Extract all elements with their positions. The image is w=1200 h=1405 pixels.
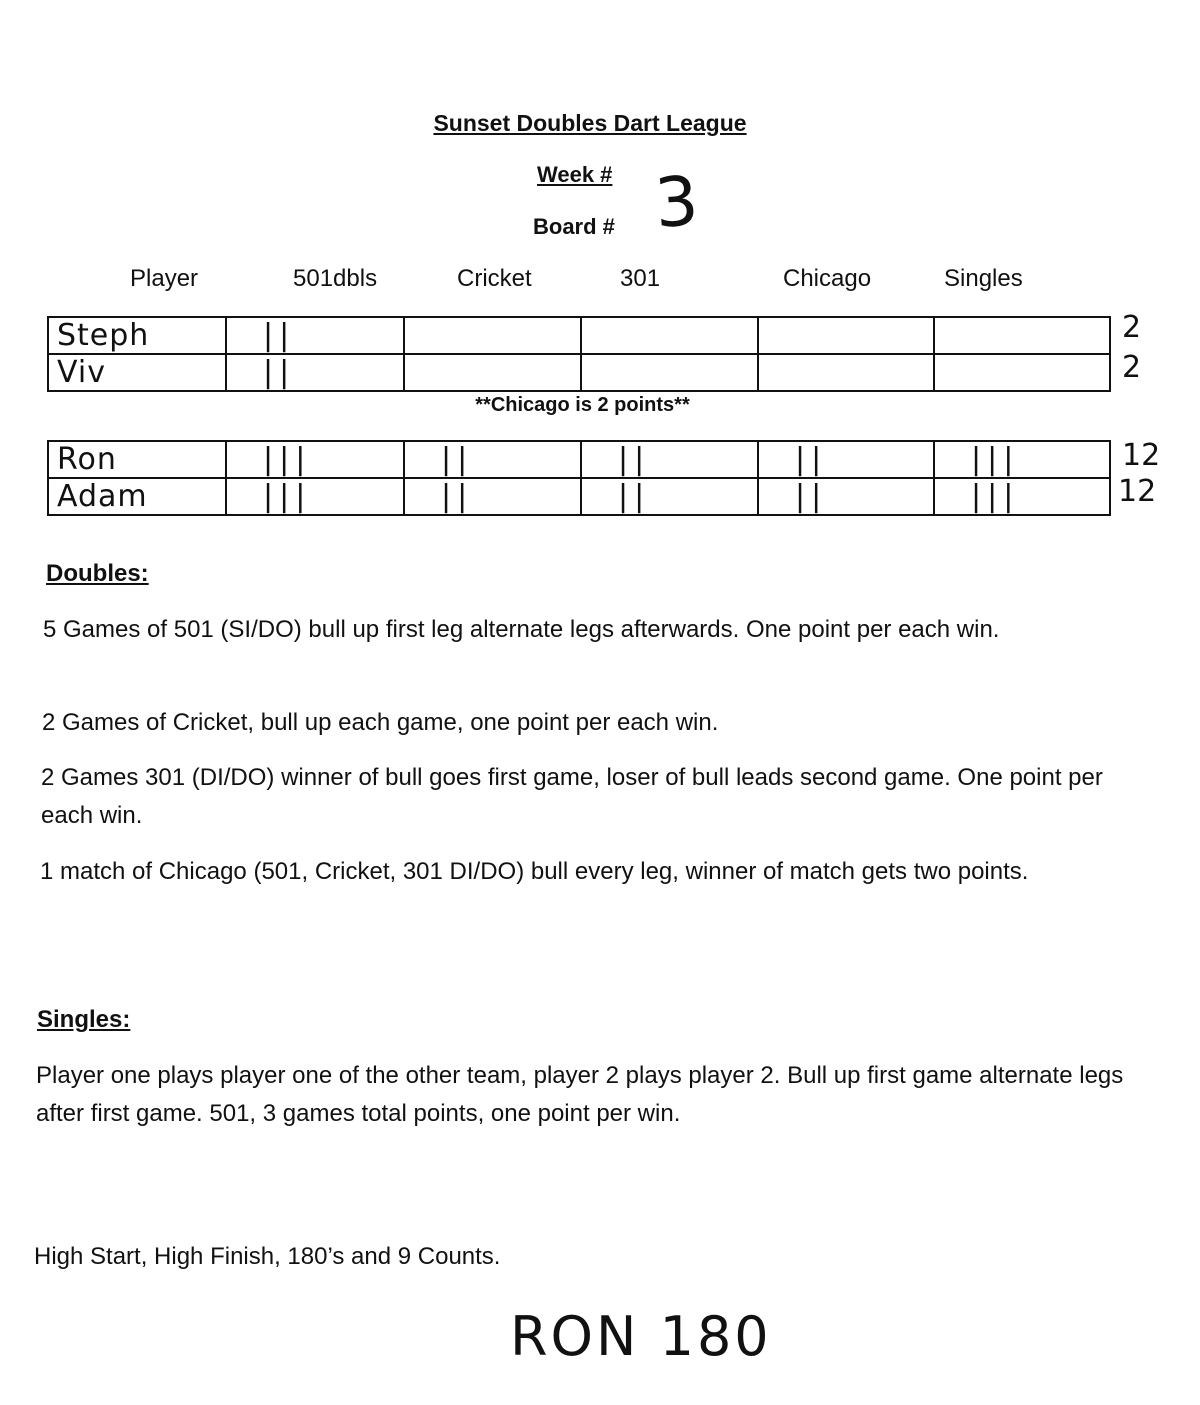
column-header-chicago: Chicago bbox=[783, 265, 872, 292]
tally-301: || bbox=[581, 441, 758, 478]
table-row bbox=[48, 317, 1110, 354]
player-total-score: 2 bbox=[1122, 350, 1142, 385]
player-name: Ron bbox=[48, 441, 226, 478]
bonus-categories-line: High Start, High Finish, 180’s and 9 Counts. bbox=[34, 1243, 501, 1270]
column-header-player: Player bbox=[130, 265, 199, 292]
tally-cricket bbox=[404, 317, 581, 354]
doubles-rule-cricket: 2 Games of Cricket, bull up each game, one point per each win. bbox=[42, 709, 719, 736]
tally-chicago bbox=[758, 354, 934, 391]
tally-cricket bbox=[404, 354, 581, 391]
chicago-points-note: **Chicago is 2 points** bbox=[475, 394, 690, 416]
tally-cricket: || bbox=[404, 478, 581, 515]
doubles-rule-chicago: 1 match of Chicago (501, Cricket, 301 DI/DO) bull every leg, winner of match gets two points. bbox=[40, 858, 1029, 885]
team-2-score-table bbox=[47, 440, 1111, 516]
tally-singles: ||| bbox=[934, 478, 1110, 515]
table-row bbox=[48, 354, 1110, 391]
tally-chicago: || bbox=[758, 478, 934, 515]
handwritten-180-note: RON 180 bbox=[510, 1305, 772, 1368]
column-header-501dbls: 501dbls bbox=[293, 265, 378, 292]
player-total-score: 12 bbox=[1118, 474, 1157, 509]
tally-501dbls: ||| bbox=[226, 441, 404, 478]
column-header-singles: Singles bbox=[944, 265, 1023, 292]
tally-501dbls: ||| bbox=[226, 478, 404, 515]
team-1-score-table bbox=[47, 316, 1111, 392]
tally-singles bbox=[934, 354, 1110, 391]
singles-rule: Player one plays player one of the other team, player 2 plays player 2. Bull up first game alternate legs after first game. 501, 3 games total points, one point per win. bbox=[36, 1062, 1124, 1127]
tally-cricket: || bbox=[404, 441, 581, 478]
doubles-heading: Doubles: bbox=[46, 560, 149, 587]
league-title: Sunset Doubles Dart League bbox=[433, 110, 747, 136]
player-total-score: 12 bbox=[1122, 438, 1161, 473]
table-row bbox=[48, 478, 1110, 515]
tally-301 bbox=[581, 354, 758, 391]
tally-chicago bbox=[758, 317, 934, 354]
player-name: Steph bbox=[48, 317, 226, 354]
week-label: Week # bbox=[537, 162, 613, 187]
player-name: Adam bbox=[48, 478, 226, 515]
column-header-cricket: Cricket bbox=[457, 265, 532, 292]
singles-heading: Singles: bbox=[37, 1006, 131, 1033]
tally-301 bbox=[581, 317, 758, 354]
board-label: Board # bbox=[533, 214, 615, 239]
doubles-rule-501: 5 Games of 501 (SI/DO) bull up first leg alternate legs afterwards. One point per each win. bbox=[43, 616, 1000, 643]
table-row bbox=[48, 441, 1110, 478]
board-number-handwritten: 3 bbox=[652, 162, 701, 244]
tally-chicago: || bbox=[758, 441, 934, 478]
doubles-rule-301: 2 Games 301 (DI/DO) winner of bull goes first game, loser of bull leads second game. One point per each win. bbox=[41, 764, 1103, 829]
column-header-301: 301 bbox=[620, 265, 661, 292]
tally-singles bbox=[934, 317, 1110, 354]
tally-501dbls: || bbox=[226, 354, 404, 391]
player-total-score: 2 bbox=[1122, 310, 1142, 345]
tally-501dbls: || bbox=[226, 317, 404, 354]
tally-301: || bbox=[581, 478, 758, 515]
tally-singles: ||| bbox=[934, 441, 1110, 478]
player-name: Viv bbox=[48, 354, 226, 391]
